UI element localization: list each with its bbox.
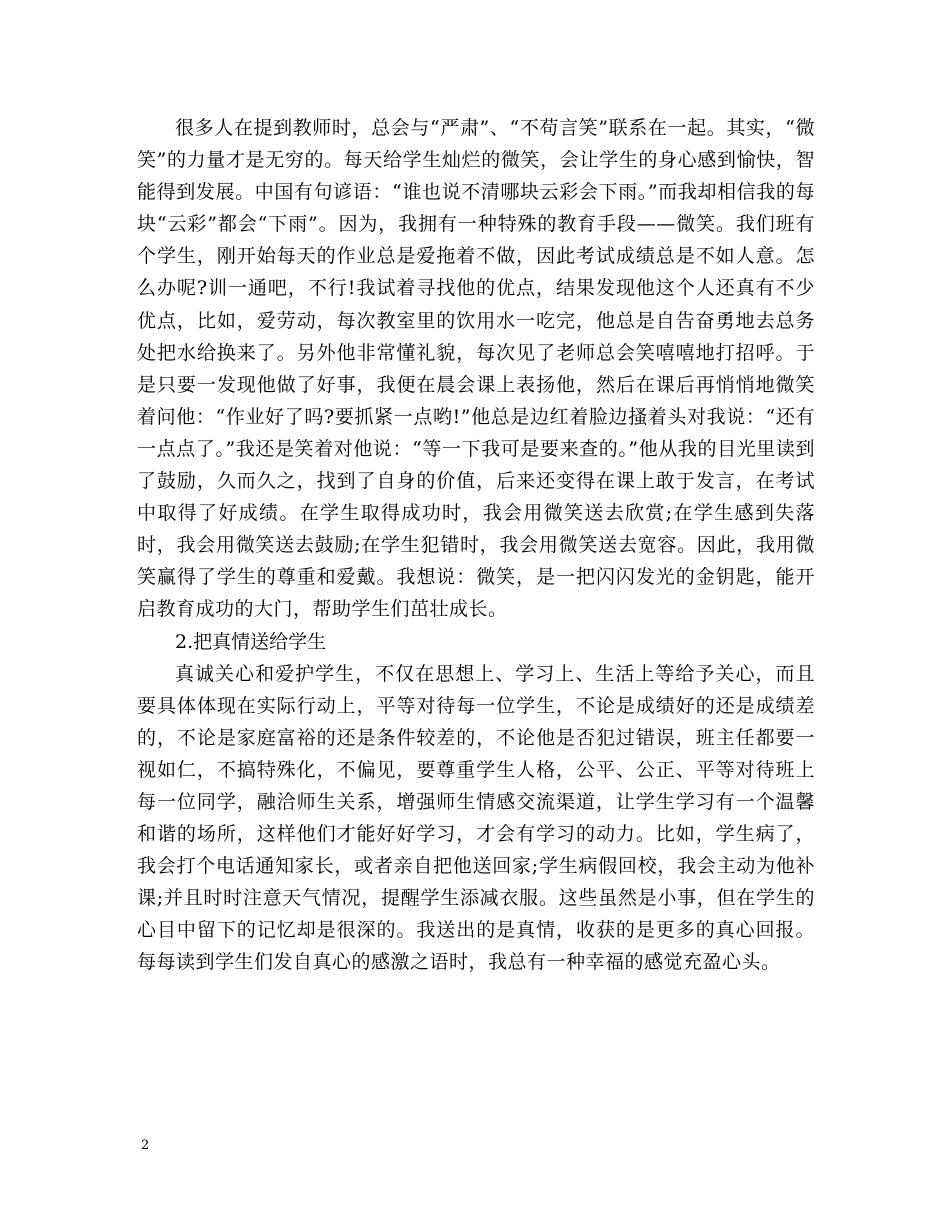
page-number: 2 [141,1138,150,1153]
document-body [137,112,815,979]
paragraph-smile: 很多人在提到教师时，总会与“严肃”、“不苟言笑”联系在一起。其实，“微笑”的力量才是无穷的。每天给学生灿烂的微笑，会让学生的身心感到愉快，智能得到发展。中国有句谚语：“谁也说不清哪块云彩会下雨。”而我却相信我的每块“云彩”都会“下雨”。因为，我拥有一种特殊的教育手段——微笑。我们班有个学生，刚开始每天的作业总是爱拖着不做，因此考试成绩总是不如人意。怎么办呢?训一通吧，不行!我试着寻找他的优点，结果发现他这个人还真有不少优点，比如，爱劳动，每次教室里的饮用水一吃完，他总是自告奋勇地去总务处把水给换来了。另外他非常懂礼貌，每次见了老师总会笑嘻嘻地打招呼。于是只要一发现他做了好事，我便在晨会课上表扬他，然后在课后再悄悄地微笑着问他：“作业好了吗?要抓紧一点哟!”他总是边红着脸边搔着头对我说：“还有一点点了。”我还是笑着对他说：“等一下我可是要来查的。”他从我的目光里读到了鼓励，久而久之，找到了自身的价值，后来还变得在课上敢于发言，在考试中取得了好成绩。在学生取得成功时，我会用微笑送去欣赏;在学生感到失落时，我会用微笑送去鼓励;在学生犯错时，我会用微笑送去宽容。因此，我用微笑赢得了学生的尊重和爱戴。我想说：微笑，是一把闪闪发光的金钥匙，能开启教育成功的大门，帮助学生们茁壮成长。 [137,117,815,621]
section-heading: 2.把真情送给学生 [175,630,327,653]
paragraph-sincerity: 真诚关心和爱护学生，不仅在思想上、学习上、生活上等给予关心，而且要具体体现在实际行动上，平等对待每一位学生，不论是成绩好的还是成绩差的，不论是家庭富裕的还是条件较差的，不论他是否犯过错误，班主任都要一视如仁，不搞特殊化，不偏见，要尊重学生人格，公平、公正、平等对待班上每一位同学，融洽师生关系，增强师生情感交流渠道，让学生学习有一个温馨和谐的场所，这样他们才能好好学习，才会有学习的动力。比如，学生病了，我会打个电话通知家长，或者亲自把他送回家;学生病假回校，我会主动为他补课;并且时时注意天气情况，提醒学生添减衣服。这些虽然是小事，但在学生的心目中留下的记忆却是很深的。我送出的是真情，收获的是更多的真心回报。每每读到学生们发自真心的感激之语时，我总有一种幸福的感觉充盈心头。 [137,662,815,974]
